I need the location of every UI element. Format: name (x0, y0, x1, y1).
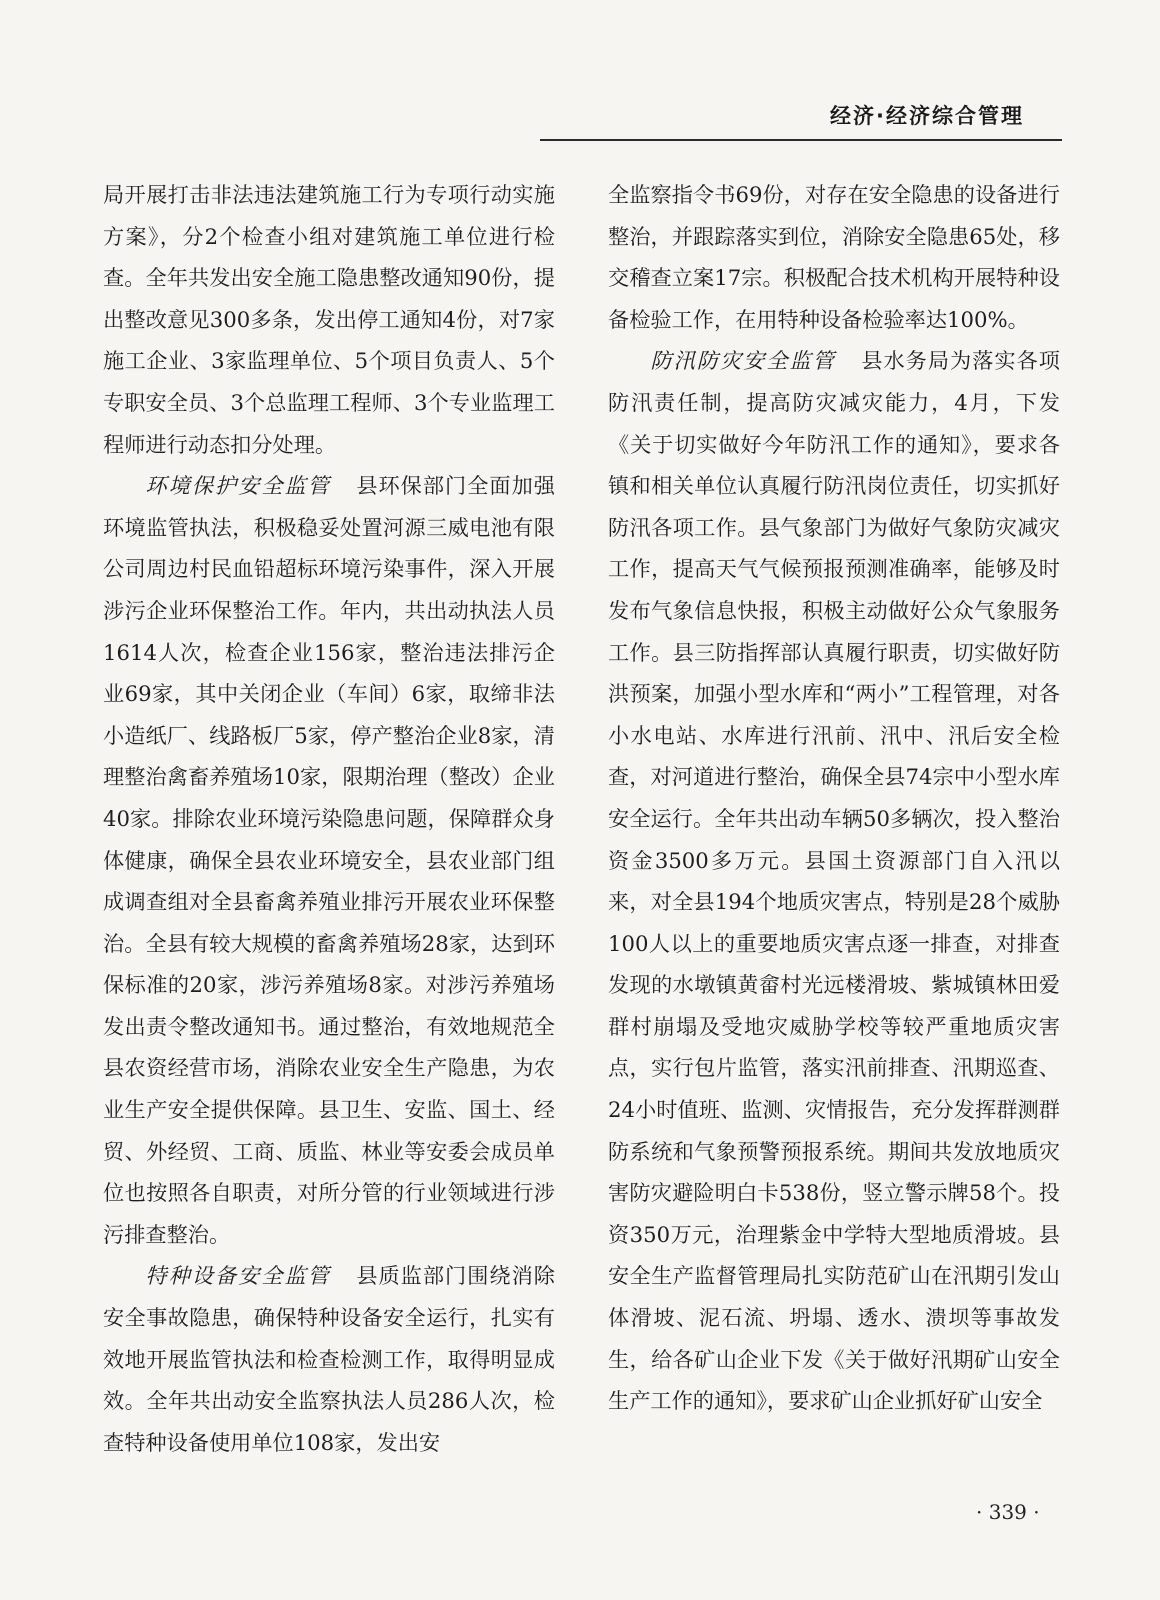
paragraph (103, 1255, 555, 1463)
right-column (608, 174, 1060, 1422)
section-title: 经济·经济综合管理 (830, 104, 1024, 128)
paragraph-subhead: 环境保护安全监管 (145, 473, 331, 499)
left-column (103, 174, 555, 1463)
paragraph-text: 县水务局为落实各项防汛责任制，提高防灾减灾能力，4月，下发《关于切实做好今年防汛工作的通知》，要求各镇和相关单位认真履行防汛岗位责任，切实抓好防汛各项工作。县气象部门为做好气象防灾减灾工作，提高天气气候预报预测准确率，能够及时发布气象信息快报，积极主动做好公众气象服务工作。县三防指挥部认真履行职责，切实做好防洪预案，加强小型水库和“两小”工程管理，对各小水电站、水库进行汛前、汛中、汛后安全检查，对河道进行整治，确保全县74宗中小型水库安全运行。全年共出动车辆50多辆次，投入整治资金3500多万元。县国土资源部门自入汛以来，对全县194个地质灾害点，特别是28个威胁100人以上的重要地质灾害点逐一排查，对排查发现的水墩镇黄畲村光远楼滑坡、紫城镇林田爱群村崩塌及受地灾威胁学校等较严重地质灾害点，实行包片监管，落实汛前排查、汛期巡查、24小时值班、监测、灾情报告，充分发挥群测群防系统和气象预警预报系统。期间共发放地质灾害防灾避险明白卡538份，竖立警示牌58个。投资350万元，治理紫金中学特大型地质滑坡。县安全生产监督管理局扎实防范矿山在汛期引发山体滑坡、泥石流、坍塌、透水、溃坝等事故发生，给各矿山企业下发《关于做好汛期矿山安全生产工作的通知》，要求矿山企业抓好矿山安全 (608, 348, 1060, 1414)
paragraph-subhead: 防汛防灾安全监管 (650, 348, 836, 374)
paragraph-text: 局开展打击非法违法建筑施工行为专项行动实施方案》，分2个检查小组对建筑施工单位进行检查。全年共发出安全施工隐患整改通知90份，提出整改意见300多条，发出停工通知4份，对7家施工企业、3家监理单位、5个项目负责人、5个专职安全员、3个总监理工程师、3个专业监理工程师进行动态扣分处理。 (103, 182, 555, 457)
paragraph-text: 县质监部门围绕消除安全事故隐患，确保特种设备安全运行，扎实有效地开展监管执法和检查检测工作，取得明显成效。全年共出动安全监察执法人员286人次，检查特种设备使用单位108家，发出安 (103, 1263, 555, 1455)
paragraph (608, 174, 1060, 340)
paragraph-text: 全监察指令书69份，对存在安全隐患的设备进行整治，并跟踪落实到位，消除安全隐患65处，移交稽查立案17宗。积极配合技术机构开展特种设备检验工作，在用特种设备检验率达100%。 (608, 182, 1060, 332)
paragraph (608, 340, 1060, 1421)
running-header (540, 100, 1062, 144)
header-rule (540, 139, 1062, 141)
paragraph-text: 县环保部门全面加强环境监管执法，积极稳妥处置河源三威电池有限公司周边村民血铅超标环境污染事件，深入开展涉污企业环保整治工作。年内，共出动执法人员1614人次，检查企业156家，整治违法排污企业69家，其中关闭企业（车间）6家，取缔非法小造纸厂、线路板厂5家，停产整治企业8家，清理整治禽畜养殖场10家，限期治理（整改）企业40家。排除农业环境污染隐患问题，保障群众身体健康，确保全县农业环境安全，县农业部门组成调查组对全县畜禽养殖业排污开展农业环保整治。全县有较大规模的畜禽养殖场28家，达到环保标准的20家，涉污养殖场8家。对涉污养殖场发出责令整改通知书。通过整治，有效地规范全县农资经营市场，消除农业安全生产隐患，为农业生产安全提供保障。县卫生、安监、国土、经贸、外经贸、工商、质监、林业等安委会成员单位也按照各自职责，对所分管的行业领域进行涉污排查整治。 (103, 473, 555, 1247)
paragraph-subhead: 特种设备安全监管 (145, 1263, 331, 1289)
paragraph (103, 174, 555, 465)
page-number: · 339 · (976, 1500, 1040, 1524)
paragraph (103, 465, 555, 1255)
